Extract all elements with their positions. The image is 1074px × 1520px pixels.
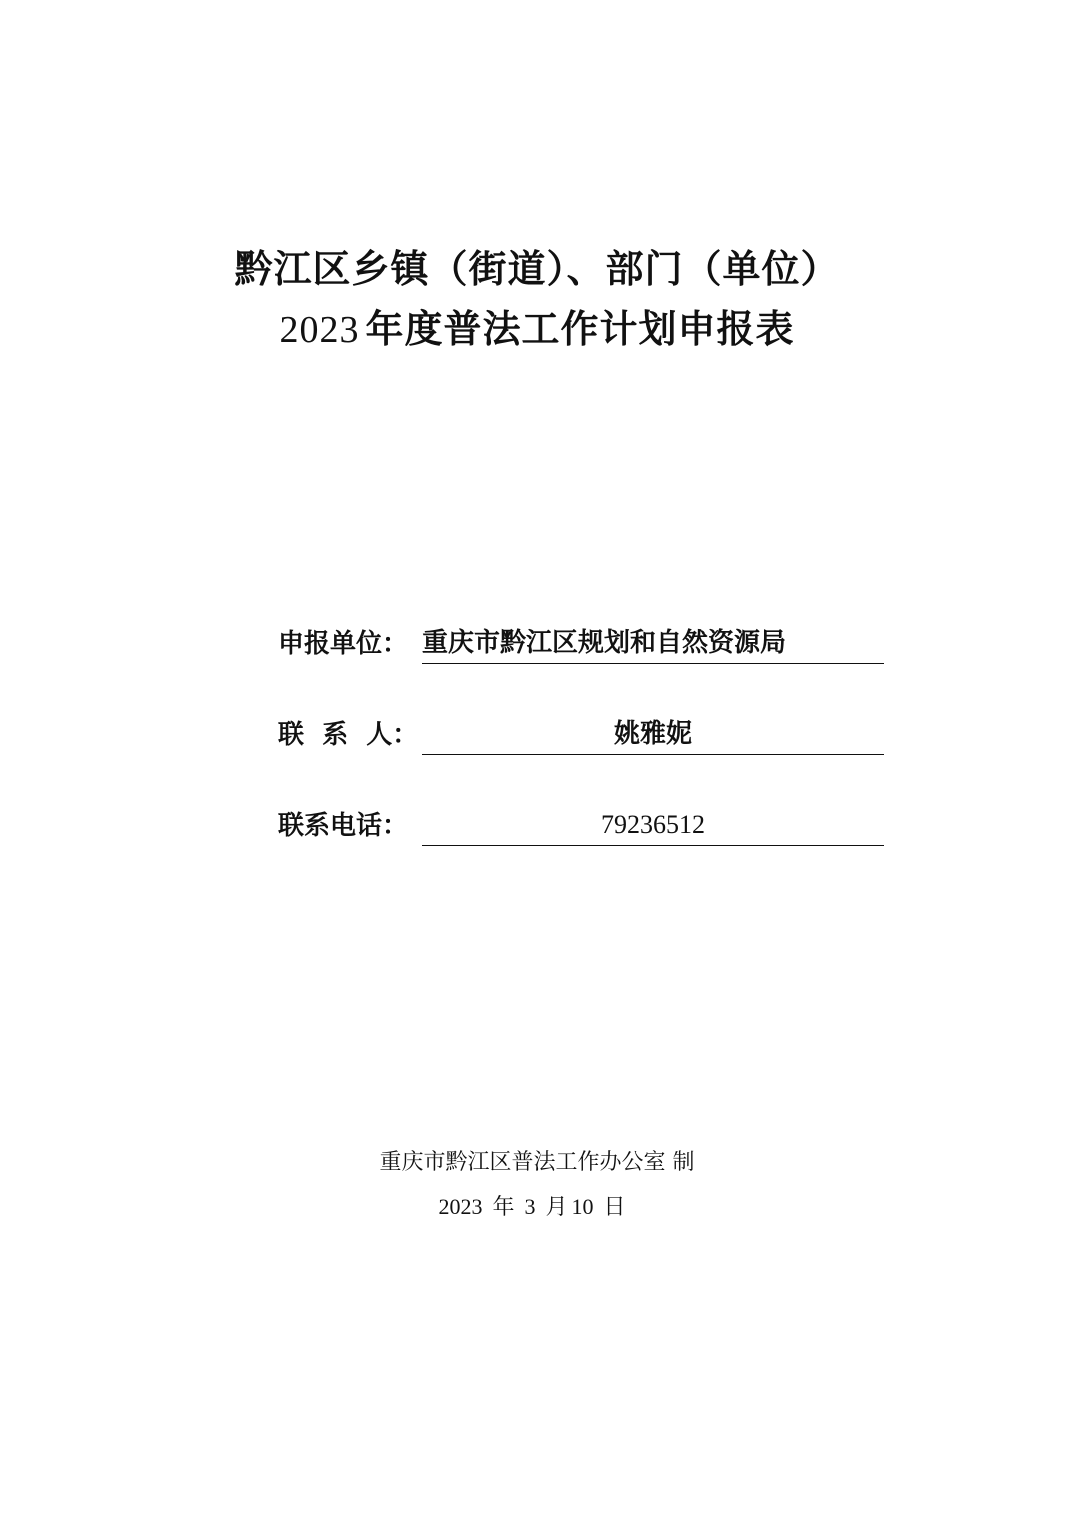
phone-field bbox=[422, 809, 884, 846]
phone-label: 联系电话： bbox=[278, 811, 409, 841]
issuer-line: 重庆市黔江区普法工作办公室 制 bbox=[379, 1150, 695, 1175]
date-day: 10 bbox=[571, 1194, 594, 1219]
contact-label: 联 系 人： bbox=[278, 720, 419, 750]
title-line-1: 黔江区乡镇（街道）、部门（单位） bbox=[234, 246, 840, 291]
phone-value: 79236512 bbox=[601, 810, 705, 839]
form-row-unit bbox=[278, 624, 888, 664]
form-row-contact bbox=[278, 715, 888, 755]
form-row-phone bbox=[278, 806, 888, 846]
contact-value: 姚雅妮 bbox=[613, 719, 692, 749]
unit-field bbox=[422, 627, 884, 664]
contact-field bbox=[422, 718, 884, 755]
date-year-unit: 年 bbox=[492, 1195, 515, 1220]
unit-value: 重庆市黔江区规划和自然资源局 bbox=[422, 628, 787, 658]
unit-label: 申报单位： bbox=[278, 629, 409, 659]
document-title bbox=[0, 240, 1074, 359]
date-day-unit: 日 bbox=[603, 1195, 626, 1220]
title-year: 2023 bbox=[279, 309, 360, 351]
date-month-unit: 月 bbox=[545, 1195, 568, 1220]
title-line-2 bbox=[0, 300, 1074, 359]
date-month: 3 bbox=[524, 1194, 536, 1219]
date-year: 2023 bbox=[438, 1194, 483, 1219]
title-line-2-text: 年度普法工作计划申报表 bbox=[365, 306, 795, 351]
issue-date bbox=[0, 1192, 1074, 1223]
